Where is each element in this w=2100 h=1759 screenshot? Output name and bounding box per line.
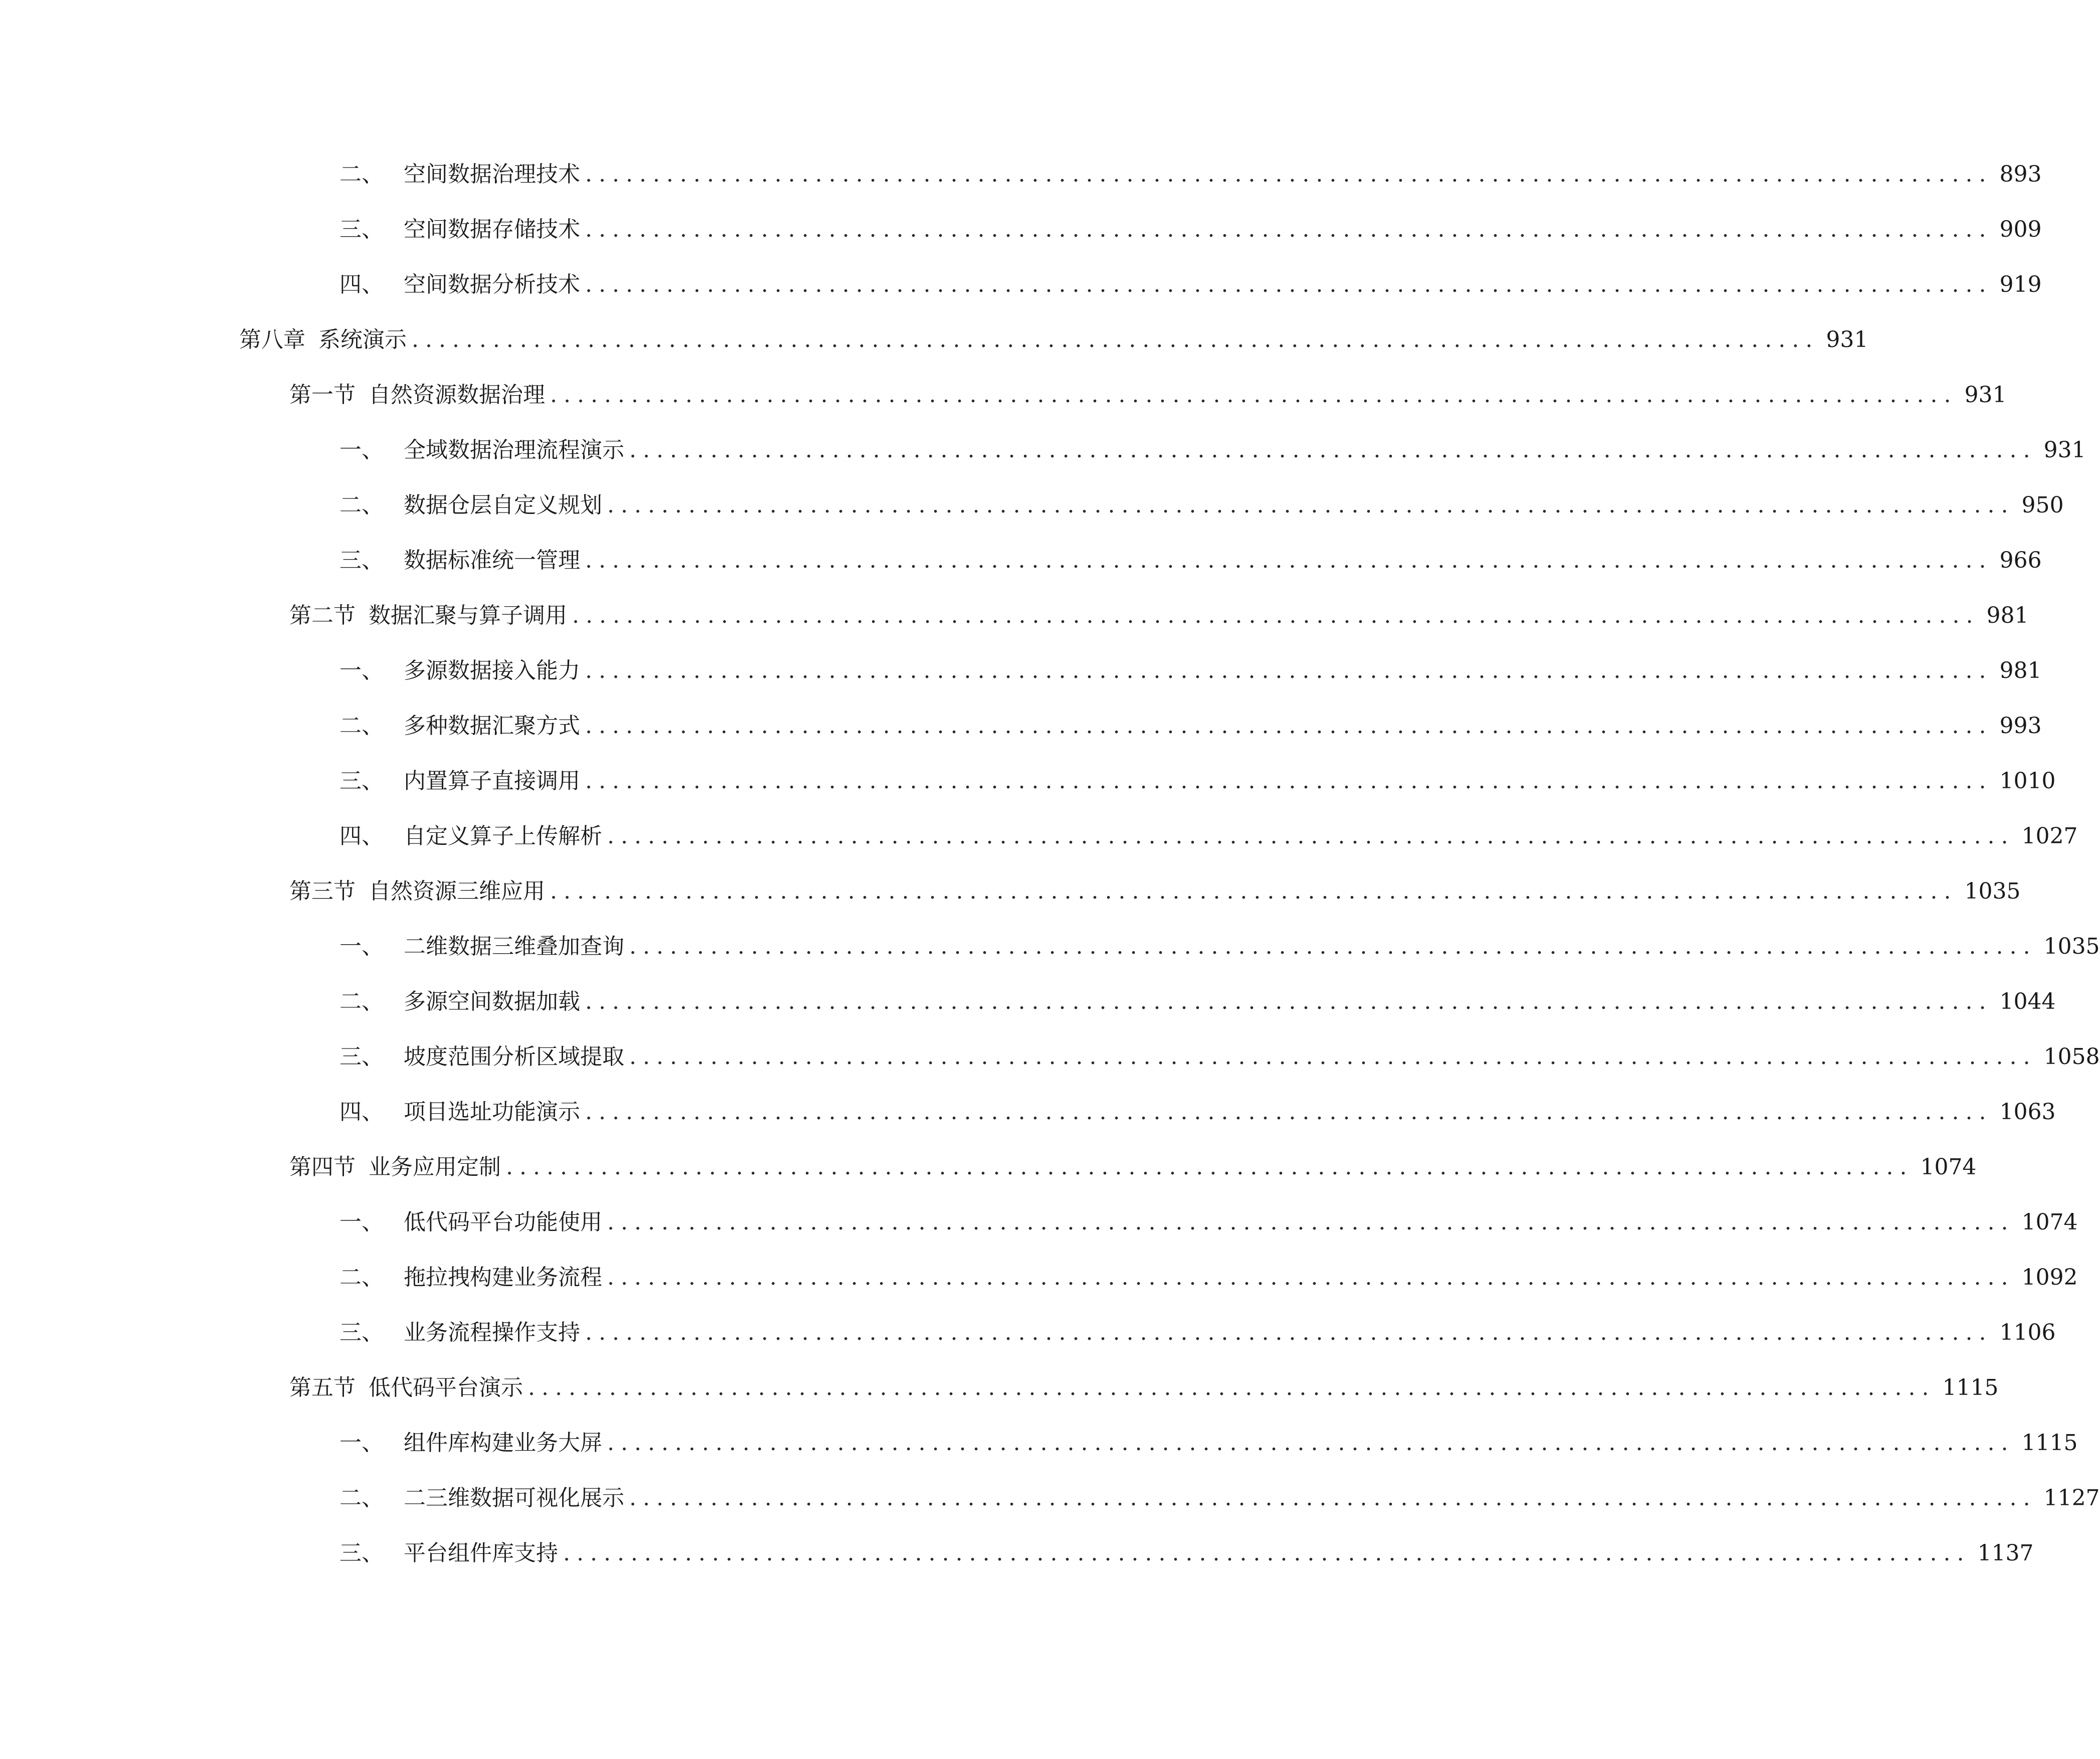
toc-entry-page: 1092 (2021, 1265, 2078, 1290)
toc-entry-title: 系统演示 (318, 327, 407, 353)
toc-entry-title: 数据仓层自定义规划 (404, 492, 602, 518)
toc-entry-page: 1127 (2043, 1485, 2100, 1511)
toc-entry-number: 一、 (339, 437, 384, 463)
toc-entry[interactable] (339, 653, 2042, 688)
dot-leader: ........................................................................................................ (550, 878, 1958, 904)
toc-entry-number: 三、 (339, 1320, 384, 1345)
toc-entry-page: 909 (1999, 217, 2042, 242)
toc-entry-number: 三、 (339, 1044, 384, 1070)
toc-entry[interactable] (339, 267, 2042, 302)
toc-entry-page: 1063 (1999, 1099, 2056, 1125)
toc-entry-number: 二、 (339, 492, 384, 518)
toc-section-entry[interactable] (289, 874, 2021, 909)
toc-entry-title: 自然资源三维应用 (369, 878, 545, 904)
toc-entry-title: 业务应用定制 (369, 1154, 501, 1180)
toc-entry[interactable] (339, 819, 2078, 854)
toc-entry-page: 1027 (2021, 823, 2078, 849)
toc-entry-prefix: 第二节 (289, 603, 356, 628)
toc-entry-number: 二、 (339, 713, 384, 739)
toc-entry[interactable] (339, 433, 2086, 468)
toc-entry-title: 项目选址功能演示 (404, 1099, 580, 1125)
toc-entry[interactable] (339, 543, 2042, 578)
toc-entry-title: 低代码平台演示 (369, 1375, 523, 1400)
toc-entry-number: 一、 (339, 1209, 384, 1235)
toc-entry-number: 三、 (339, 217, 384, 242)
toc-entry-page: 981 (1999, 658, 2042, 683)
dot-leader: ........................................................................................................ (585, 217, 1993, 242)
toc-entry-title: 全域数据治理流程演示 (404, 437, 624, 463)
toc-entry-page: 981 (1986, 603, 2029, 628)
toc-entry-number: 一、 (339, 934, 384, 959)
dot-leader: ........................................................................................................ (563, 1540, 1971, 1566)
toc-entry-page: 931 (1826, 327, 1868, 353)
toc-entry-title: 空间数据分析技术 (404, 272, 580, 297)
toc-entry[interactable] (339, 1536, 2034, 1571)
toc-entry-page: 1035 (1964, 878, 2021, 904)
toc-entry-page: 919 (1999, 272, 2042, 297)
toc-entry-page: 931 (2043, 437, 2086, 463)
toc-entry-page: 1074 (2021, 1209, 2078, 1235)
toc-entry-page: 1010 (1999, 768, 2056, 794)
toc-entry-title: 内置算子直接调用 (404, 768, 580, 794)
toc-entry-page: 1115 (2021, 1430, 2078, 1456)
toc-entry-page: 1074 (1920, 1154, 1977, 1180)
dot-leader: ........................................................................................................ (607, 1265, 2015, 1290)
toc-entry-number: 三、 (339, 548, 384, 573)
toc-entry-title: 自定义算子上传解析 (404, 823, 602, 849)
toc-entry-title: 坡度范围分析区域提取 (404, 1044, 624, 1070)
toc-entry-number: 二、 (339, 161, 384, 187)
toc-entry[interactable] (339, 157, 2042, 192)
toc-entry-page: 950 (2021, 492, 2064, 518)
dot-leader: ........................................................................................................ (585, 989, 1993, 1014)
toc-entry-page: 893 (1999, 161, 2042, 187)
toc-section-entry[interactable] (289, 378, 2007, 413)
toc-entry-page: 1106 (1999, 1320, 2056, 1345)
toc-entry-prefix: 第八章 (239, 327, 305, 353)
dot-leader: ........................................................................................................ (585, 713, 1993, 739)
toc-entry-number: 三、 (339, 1540, 384, 1566)
dot-leader: ........................................................................................................ (412, 327, 1819, 353)
toc-entry-page: 931 (1964, 382, 2007, 408)
toc-entry-prefix: 第三节 (289, 878, 356, 904)
toc-entry-title: 组件库构建业务大屏 (404, 1430, 602, 1456)
toc-entry[interactable] (339, 1039, 2100, 1075)
toc-entry-title: 自然资源数据治理 (369, 382, 545, 408)
dot-leader: ........................................................................................................ (607, 823, 2015, 849)
dot-leader: ........................................................................................................ (629, 1485, 2037, 1511)
dot-leader: ........................................................................................................ (585, 1099, 1993, 1125)
toc-section-entry[interactable] (289, 1150, 1977, 1185)
toc-entry-page: 1044 (1999, 989, 2056, 1014)
dot-leader: ........................................................................................................ (585, 768, 1993, 794)
toc-entry-title: 多源空间数据加载 (404, 989, 580, 1014)
dot-leader: ........................................................................................................ (585, 658, 1993, 683)
toc-entry-title: 数据汇聚与算子调用 (369, 603, 567, 628)
toc-entry[interactable] (339, 764, 2056, 799)
toc-chapter-entry[interactable] (239, 322, 1868, 358)
toc-entry-title: 数据标准统一管理 (404, 548, 580, 573)
dot-leader: ........................................................................................................ (629, 437, 2037, 463)
dot-leader: ........................................................................................................ (572, 603, 1980, 628)
toc-entry-number: 一、 (339, 1430, 384, 1456)
toc-entry-page: 1137 (1977, 1540, 2034, 1566)
toc-entry-page: 1115 (1942, 1375, 1999, 1400)
toc-entry-title: 低代码平台功能使用 (404, 1209, 602, 1235)
toc-entry[interactable] (339, 1426, 2078, 1461)
toc-entry-number: 四、 (339, 272, 384, 297)
dot-leader: ........................................................................................................ (506, 1154, 1913, 1180)
toc-section-entry[interactable] (289, 598, 2029, 633)
dot-leader: ........................................................................................................ (550, 382, 1958, 408)
toc-entry-page: 1035 (2043, 934, 2100, 959)
dot-leader: ........................................................................................................ (585, 161, 1993, 187)
dot-leader: ........................................................................................................ (585, 1320, 1993, 1345)
toc-entry[interactable] (339, 1095, 2056, 1130)
dot-leader: ........................................................................................................ (629, 1044, 2037, 1070)
dot-leader: ........................................................................................................ (585, 548, 1993, 573)
dot-leader: ........................................................................................................ (528, 1375, 1936, 1400)
toc-entry-title: 拖拉拽构建业务流程 (404, 1265, 602, 1290)
toc-entry[interactable] (339, 1260, 2078, 1295)
toc-entry[interactable] (339, 488, 2064, 523)
dot-leader: ........................................................................................................ (607, 492, 2015, 518)
toc-entry[interactable] (339, 212, 2042, 247)
toc-entry-page: 993 (1999, 713, 2042, 739)
toc-entry-title: 二维数据三维叠加查询 (404, 934, 624, 959)
toc-entry-title: 空间数据存储技术 (404, 217, 580, 242)
toc-entry[interactable] (339, 1481, 2100, 1516)
toc-entry-number: 二、 (339, 1265, 384, 1290)
toc-entry-prefix: 第四节 (289, 1154, 356, 1180)
dot-leader: ........................................................................................................ (585, 272, 1993, 297)
toc-entry[interactable] (339, 1205, 2078, 1240)
toc-entry-number: 一、 (339, 658, 384, 683)
toc-entry-page: 1058 (2043, 1044, 2100, 1070)
toc-entry-prefix: 第一节 (289, 382, 356, 408)
toc-entry-title: 二三维数据可视化展示 (404, 1485, 624, 1511)
toc-entry[interactable] (339, 929, 2100, 964)
dot-leader: ........................................................................................................ (629, 934, 2037, 959)
toc-entry-number: 四、 (339, 1099, 384, 1125)
toc-entry-number: 三、 (339, 768, 384, 794)
toc-entry[interactable] (339, 984, 2056, 1019)
toc-entry-page: 966 (1999, 548, 2042, 573)
toc-entry-title: 平台组件库支持 (404, 1540, 558, 1566)
dot-leader: ........................................................................................................ (607, 1430, 2015, 1456)
toc-entry-title: 多源数据接入能力 (404, 658, 580, 683)
dot-leader: ........................................................................................................ (607, 1209, 2015, 1235)
toc-entry-number: 二、 (339, 1485, 384, 1511)
toc-entry-number: 四、 (339, 823, 384, 849)
toc-entry-title: 多种数据汇聚方式 (404, 713, 580, 739)
toc-entry-title: 空间数据治理技术 (404, 161, 580, 187)
toc-entry-number: 二、 (339, 989, 384, 1014)
toc-entry-title: 业务流程操作支持 (404, 1320, 580, 1345)
toc-entry[interactable] (339, 1315, 2056, 1350)
toc-entry-prefix: 第五节 (289, 1375, 356, 1400)
toc-entry[interactable] (339, 709, 2042, 744)
toc-section-entry[interactable] (289, 1370, 1999, 1405)
